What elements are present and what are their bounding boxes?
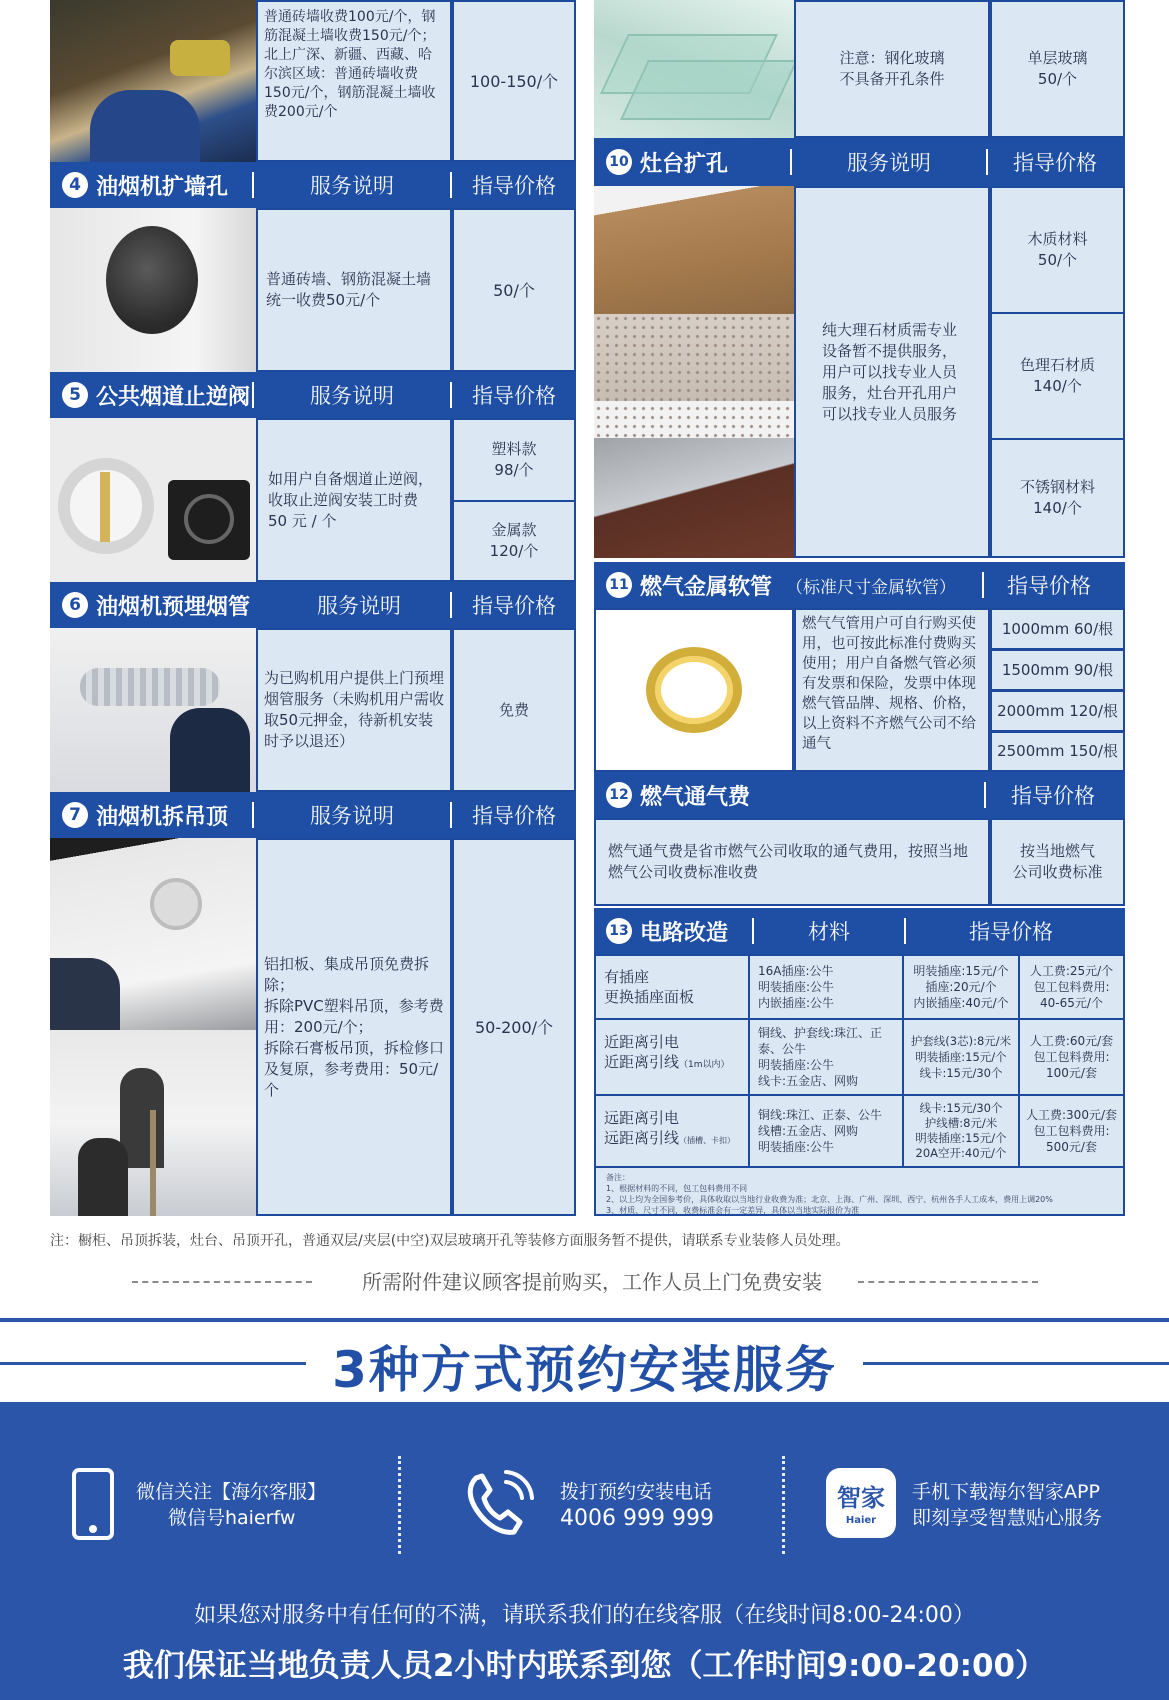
sec13-row3-labor: 人工费:300元/套 包工包料费用: 500元/套	[1018, 1094, 1125, 1168]
phone-line1: 拨打预约安装电话	[560, 1481, 713, 1503]
sec13-row1-material: 16A插座:公牛 明装插座:公牛 内嵌插座:公牛	[748, 954, 904, 1020]
sec13-number: 13	[606, 918, 632, 944]
sec6-title: 油烟机预埋烟管	[96, 594, 251, 620]
phone-icon	[72, 1468, 114, 1540]
sec13-row3-name: 远距离引电 远距离引线	[604, 1109, 680, 1147]
sec13-row2-labor: 人工费:60元/套 包工包料费用: 100元/套	[1018, 1018, 1125, 1096]
sec11-title: 燃气金属软管	[640, 574, 773, 600]
sec13-row3-note: （插槽、卡扣）	[679, 1136, 736, 1145]
sec7-col-service: 服务说明	[310, 804, 394, 828]
sec4-price: 50/个	[452, 208, 576, 372]
sec10-price-steel: 不锈钢材料 140/个	[990, 438, 1125, 558]
phone-number[interactable]: 4006 999 999	[560, 1506, 714, 1531]
countertop-stone-photo	[594, 314, 794, 438]
sec10-col-service: 服务说明	[847, 151, 931, 175]
sec13-col-material: 材料	[808, 920, 850, 944]
booking-band-top	[0, 1318, 1169, 1322]
sec4-title: 油烟机扩墙孔	[96, 174, 229, 200]
sec12-price: 按当地燃气 公司收费标准	[990, 818, 1125, 906]
sec13-col-price: 指导价格	[969, 920, 1053, 944]
sec4-col-price: 指导价格	[472, 174, 556, 198]
sec4-col-service: 服务说明	[310, 174, 394, 198]
sec11-header	[594, 562, 1125, 608]
sec13-notes: 备注： 1、根据材料的不同，包工包料费用不同 2、以上均为全国参考价，具体收取以当地行业收费为准；北京、上海、广州、深圳、西宁、杭州各手人工成本，费用上调20% 3、材质、尺寸不同，收费标准会有一定差异，具体以当地实际报价为准	[594, 1166, 1125, 1216]
sec12-number: 12	[606, 782, 632, 808]
sec11-price-2: 1500mm 90/根	[990, 649, 1125, 691]
wechat-line2: 微信号haierfw	[168, 1507, 296, 1529]
gas-hose-photo	[594, 608, 794, 772]
accessory-note: 所需附件建议顾客提前购买，工作人员上门免费安装	[362, 1270, 822, 1294]
sec13-row1-parts: 明装插座:15元/个 插座:20元/个 内嵌插座:40元/个	[902, 954, 1020, 1020]
sec5-price-plastic: 塑料款 98/个	[452, 418, 576, 502]
sec6-col-price: 指导价格	[472, 594, 556, 618]
sec4-number: 4	[62, 172, 88, 198]
divider	[132, 1281, 312, 1283]
sec11-number: 11	[606, 572, 632, 598]
sec10-title: 灶台扩孔	[640, 151, 729, 177]
sec5-col-price: 指导价格	[472, 384, 556, 408]
sec6-desc: 为已购机用户提供上门预埋烟管服务（未购机用户需收取50元押金，待新机安装时予以退还）	[256, 628, 452, 792]
sec13-row3-name-cell	[594, 1094, 750, 1168]
sec11-desc: 燃气气管用户可自行购买使用，也可按此标准付费购买使用；用户自备燃气管必须有发票和保险，发票中体现燃气管品牌、规格、价格，以上资料不齐燃气公司不给通气	[794, 608, 990, 772]
wechat-line1: 微信关注【海尔客服】	[136, 1481, 327, 1503]
sec7-number: 7	[62, 802, 88, 828]
sec12-col-price: 指导价格	[1011, 784, 1095, 808]
sec10-header	[594, 138, 1125, 186]
countertop-steel-photo	[594, 438, 794, 558]
sec10-price-wood: 木质材料 50/个	[990, 186, 1125, 314]
telephone-icon	[462, 1468, 538, 1540]
sec13-row3-parts: 线卡:15元/30个 护线槽:8元/米 明装插座:15元/个 20A空开:40元/个	[902, 1094, 1020, 1168]
duct-install-photo	[50, 628, 256, 792]
sec10-col-price: 指导价格	[1013, 151, 1097, 175]
sec10-desc: 纯大理石材质需专业设备暂不提供服务，用户可以找专业人员服务，灶台开孔用户可以找专业人员服务	[794, 186, 990, 558]
sec13-row2-name-cell	[594, 1018, 750, 1096]
sec13-header	[594, 908, 1125, 954]
sec5-number: 5	[62, 382, 88, 408]
sec13-row2-name: 近距离引电 近距离引线	[604, 1033, 680, 1071]
sec7-price: 50-200/个	[452, 838, 576, 1216]
sec11-price-4: 2500mm 150/根	[990, 731, 1125, 772]
sec11-price-1: 1000mm 60/根	[990, 608, 1125, 650]
sec7-col-price: 指导价格	[472, 804, 556, 828]
sec5-col-service: 服务说明	[310, 384, 394, 408]
sec6-number: 6	[62, 592, 88, 618]
app-icon-text: 智家	[837, 1484, 885, 1512]
sec13-row1-labor: 人工费:25元/个 包工包料费用: 40-65元/个	[1018, 954, 1125, 1020]
sec13-row2-parts: 护套线(3芯):8元/米 明装插座:15元/个 线卡:15元/30个	[902, 1018, 1020, 1096]
divider	[0, 1362, 306, 1365]
sec5-header	[50, 372, 576, 418]
sec9-price: 单层玻璃 50/个	[990, 0, 1125, 138]
sec12-title: 燃气通气费	[640, 784, 751, 810]
wall-drilling-photo	[50, 0, 256, 162]
footnote: 注：橱柜、吊顶拆装，灶台、吊顶开孔，普通双层/夹层(中空)双层玻璃开孔等装修方面服务暂不提供，请联系专业装修人员处理。	[50, 1233, 850, 1249]
sec13-row2-material: 铜线、护套线:珠江、正泰、公牛 明装插座:公牛 线卡:五金店、网购	[748, 1018, 904, 1096]
sec12-desc: 燃气通气费是省市燃气公司收取的通气费用，按照当地燃气公司收费标准收费	[594, 818, 990, 906]
countertop-wood-photo	[594, 186, 794, 314]
divider	[398, 1456, 401, 1554]
footer-line2: 我们保证当地负责人员2小时内联系到您（工作时间9:00-20:00）	[122, 1648, 1047, 1684]
app-line1: 手机下载海尔智家APP	[912, 1481, 1100, 1503]
wall-hole-photo	[50, 208, 256, 372]
sec6-col-service: 服务说明	[317, 594, 401, 618]
sec9-desc: 注意：钢化玻璃 不具备开孔条件	[794, 0, 990, 138]
divider	[858, 1281, 1038, 1283]
app-line2: 即刻享受智慧贴心服务	[912, 1507, 1103, 1529]
sec5-title: 公共烟道止逆阀	[96, 384, 251, 410]
app-icon-brand: Haier	[845, 1515, 877, 1526]
check-valve-photo	[50, 418, 256, 582]
divider	[782, 1456, 785, 1554]
sec10-price-stone: 色理石材质 140/个	[990, 312, 1125, 440]
divider	[863, 1362, 1169, 1365]
sec13-row1-name: 有插座 更换插座面板	[594, 954, 750, 1020]
haier-app-icon[interactable]	[826, 1468, 896, 1538]
sec11-subtitle: （标准尺寸金属软管）	[786, 577, 956, 598]
sec6-header	[50, 582, 576, 628]
sec7-title: 油烟机拆吊顶	[96, 804, 229, 830]
sec11-price-3: 2000mm 120/根	[990, 690, 1125, 732]
sec13-row2-note: （1m以内）	[679, 1060, 730, 1070]
sec5-price-metal: 金属款 120/个	[452, 500, 576, 582]
glass-photo	[594, 0, 794, 138]
sec4-desc: 普通砖墙、钢筋混凝土墙统一收费50元/个	[256, 208, 452, 372]
ceiling-removal-photo-2	[50, 1030, 256, 1216]
sec13-row3-material: 铜线:珠江、正泰、公牛 线槽:五金店、网购 明装插座:公牛	[748, 1094, 904, 1168]
sec11-col-price: 指导价格	[1007, 574, 1091, 598]
sec5-desc: 如用户自备烟道止逆阀，收取止逆阀安装工时费 50 元 / 个	[256, 418, 452, 582]
sec3-desc: 普通砖墙收费100元/个，钢筋混凝土墙收费150元/个； 北上广深、新疆、西藏、哈尔滨区域：普通砖墙收费150元/个，钢筋混凝土墙收费200元/个	[256, 0, 452, 162]
sec12-header	[594, 772, 1125, 818]
sec10-number: 10	[606, 149, 632, 175]
footer-panel	[0, 1402, 1169, 1700]
ceiling-removal-photo-1	[50, 838, 256, 1030]
sec4-header	[50, 162, 576, 208]
sec3-price: 100-150/个	[452, 0, 576, 162]
booking-title: 3种方式预约安装服务	[332, 1341, 837, 1399]
sec7-desc: 铝扣板、集成吊顶免费拆除； 拆除PVC塑料吊顶，参考费用：200元/个； 拆除石膏板吊顶，拆检修口及复原，参考费用：50元/个	[256, 838, 452, 1216]
sec6-price: 免费	[452, 628, 576, 792]
gas-hose-icon	[646, 647, 742, 733]
footer-line1: 如果您对服务中有任何的不满，请联系我们的在线客服（在线时间8:00-24:00）	[194, 1603, 975, 1628]
sec13-title: 电路改造	[640, 920, 729, 946]
sec7-header	[50, 792, 576, 838]
